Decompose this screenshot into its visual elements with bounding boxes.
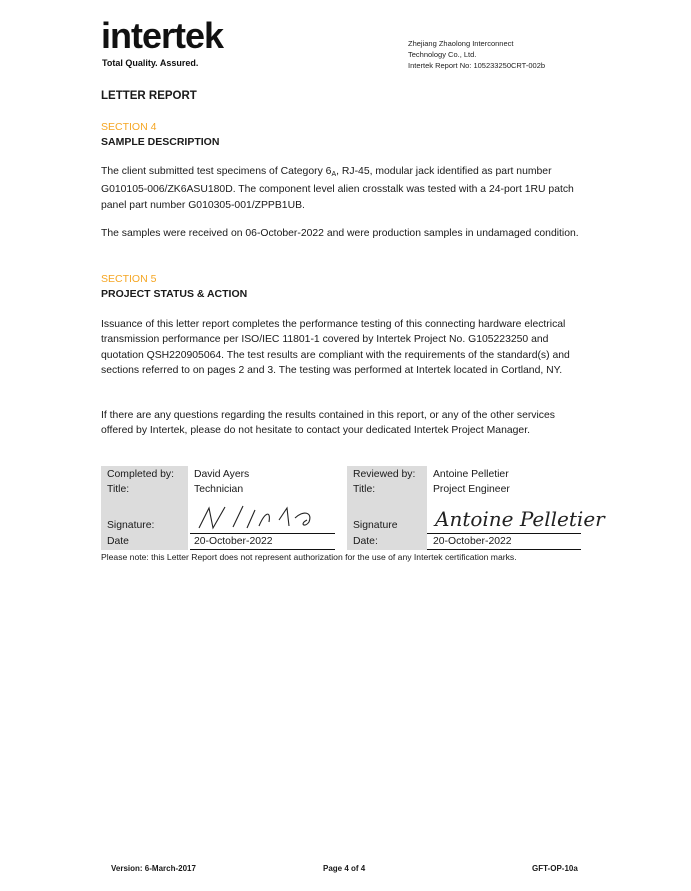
intertek-logo: intertek	[101, 15, 224, 56]
document-title: LETTER REPORT	[101, 90, 197, 102]
section4-paragraph-1: The client submitted test specimens of Category $6_A$, RJ-45, modular jack identified as part number G010105-006/ZK6ASU180D. The component level alien crosstalk was tested with a 24-port 1RU patch panel part number G010305-001/ZPPB1UB.	[101, 166, 574, 211]
footer-page-number: Page 4 of 4	[323, 864, 366, 873]
reviewed-title-label: Title:	[353, 484, 376, 495]
reviewed-date-line	[427, 549, 581, 550]
section4-title: SAMPLE DESCRIPTION	[101, 136, 220, 148]
completed-by-block	[101, 466, 335, 550]
completed-signature-line	[190, 533, 335, 534]
completed-by-name: David Ayers	[194, 469, 250, 480]
reviewed-by-block	[347, 466, 605, 550]
completed-by-label: Completed by:	[107, 469, 174, 480]
reviewed-signature-handwriting	[431, 498, 605, 534]
completed-signature-label: Signature:	[107, 520, 155, 531]
reviewed-signature-label: Signature	[353, 520, 398, 531]
completed-date-line	[190, 549, 335, 550]
footer-version: Version: 6-March-2017	[111, 864, 196, 873]
section4-paragraph-2: The samples were received on 06-October-2022 and were production samples in undamaged condition.	[101, 228, 579, 239]
client-name-line2: Technology Co., Ltd.	[408, 50, 477, 59]
svg-text:Antoine Pelletier: Antoine Pelletier	[435, 507, 605, 531]
client-info	[408, 38, 545, 71]
completed-signature-scribble	[195, 502, 325, 532]
reviewed-date-label: Date:	[353, 536, 378, 547]
completed-date: 20-October-2022	[194, 536, 273, 547]
report-number: Intertek Report No: 105233250CRT-002b	[408, 61, 546, 70]
completed-title: Technician	[194, 484, 244, 495]
client-name-line1: Zhejiang Zhaolong Interconnect	[408, 39, 514, 48]
section5-label: SECTION 5	[101, 273, 157, 285]
completed-date-label: Date	[107, 536, 129, 547]
completed-title-label: Title:	[107, 484, 130, 495]
logo-tagline: Total Quality. Assured.	[102, 58, 199, 68]
section4-label: SECTION 4	[101, 121, 157, 133]
reviewed-by-label: Reviewed by:	[353, 469, 416, 480]
section5-title: PROJECT STATUS & ACTION	[101, 288, 248, 300]
footer-form-number: GFT-OP-10a	[532, 864, 578, 873]
reviewed-by-name: Antoine Pelletier	[433, 469, 509, 480]
reviewed-date: 20-October-2022	[433, 536, 512, 547]
section5-paragraph-2: If there are any questions regarding the results contained in this report, or any of the other services offered by Intertek, please do not hesitate to contact your dedicated Intertek Project Manager.	[101, 410, 555, 437]
reviewed-title: Project Engineer	[433, 484, 510, 495]
section5-paragraph-1: Issuance of this letter report completes the performance testing of this connecting hardware electrical transmission performance per ISO/IEC 11801-1 covered by Intertek Project No. G105223250 and quotation QSH220905064. The test results are compliant with the requirements of the standard(s) and sections referred to on pages 2 and 3. The testing was performed at Intertek located in Cortland, NY.	[101, 319, 570, 376]
certification-note: Please note: this Letter Report does not represent authorization for the use of any Intertek certification marks.	[101, 552, 517, 562]
